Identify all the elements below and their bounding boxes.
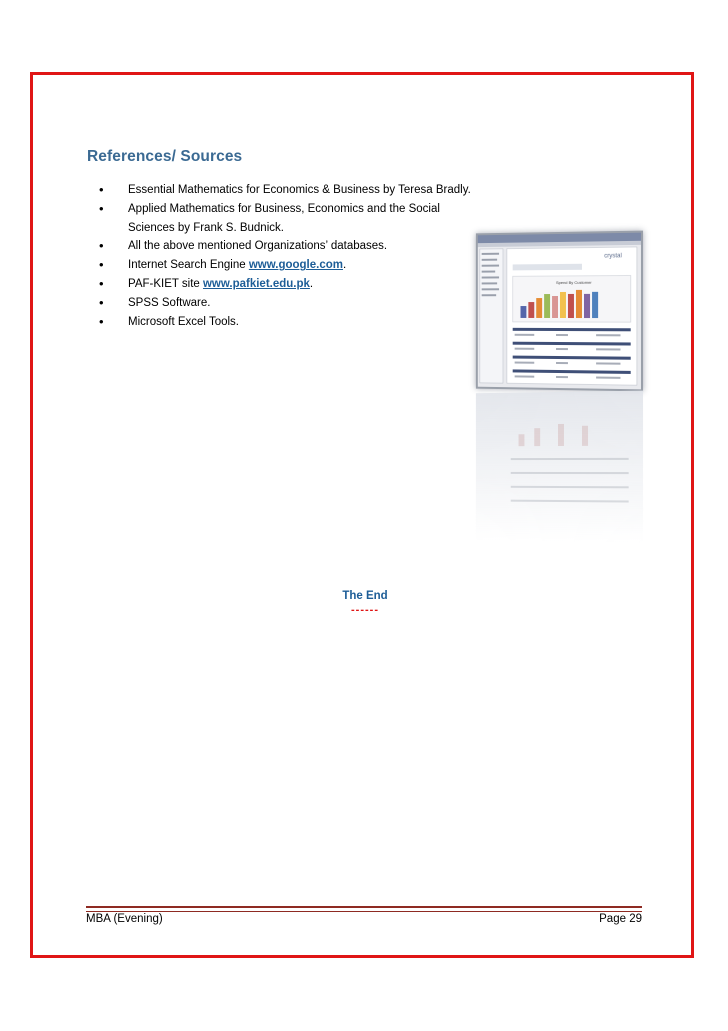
footer-page-number: Page 29 bbox=[599, 913, 642, 925]
chart-title: Spend By Customer bbox=[556, 279, 592, 286]
list-item bbox=[92, 200, 512, 238]
references-heading: References/ Sources bbox=[87, 148, 243, 165]
footer-course: MBA (Evening) bbox=[86, 913, 163, 925]
brand-text: crystal bbox=[604, 253, 622, 260]
list-item bbox=[92, 237, 512, 256]
reference-suffix: . bbox=[309, 277, 314, 290]
bullet-icon: • bbox=[99, 313, 104, 329]
image-reflection bbox=[476, 391, 643, 544]
list-item bbox=[92, 256, 512, 275]
end-dashes: ------ bbox=[351, 604, 379, 616]
the-end-text: The End bbox=[342, 590, 388, 602]
bullet-icon: • bbox=[99, 257, 104, 273]
reference-suffix: . bbox=[342, 259, 347, 272]
bullet-icon: • bbox=[99, 200, 104, 216]
reference-text-continued: Sciences by Frank S. Budnick. bbox=[128, 221, 284, 234]
list-item bbox=[92, 275, 512, 294]
reference-text: PAF-KIET site bbox=[128, 277, 203, 290]
references-list bbox=[92, 181, 512, 331]
reference-text: Internet Search Engine bbox=[128, 259, 249, 272]
pafkiet-link[interactable]: www.pafkiet.edu.pk bbox=[202, 277, 310, 290]
list-item bbox=[92, 313, 512, 332]
reference-text: SPSS Software. bbox=[128, 296, 211, 309]
list-item bbox=[92, 181, 512, 200]
bullet-icon: • bbox=[99, 238, 104, 254]
reference-text: Applied Mathematics for Business, Economics and the Social bbox=[128, 202, 440, 215]
footer-divider bbox=[86, 906, 642, 912]
bullet-icon: • bbox=[99, 275, 104, 291]
list-item bbox=[92, 294, 512, 313]
report-screenshot-illustration bbox=[478, 233, 641, 390]
report-screenshot-image bbox=[476, 231, 643, 392]
reference-text: Microsoft Excel Tools. bbox=[128, 315, 239, 328]
bullet-icon: • bbox=[99, 294, 104, 310]
bullet-icon: • bbox=[99, 182, 104, 197]
reflection-illustration bbox=[476, 391, 639, 513]
reference-text: All the above mentioned Organizations’ databases. bbox=[128, 240, 388, 253]
google-link[interactable]: www.google.com bbox=[248, 259, 343, 272]
reference-text: Essential Mathematics for Economics & Business by Teresa Bradly. bbox=[128, 184, 471, 196]
